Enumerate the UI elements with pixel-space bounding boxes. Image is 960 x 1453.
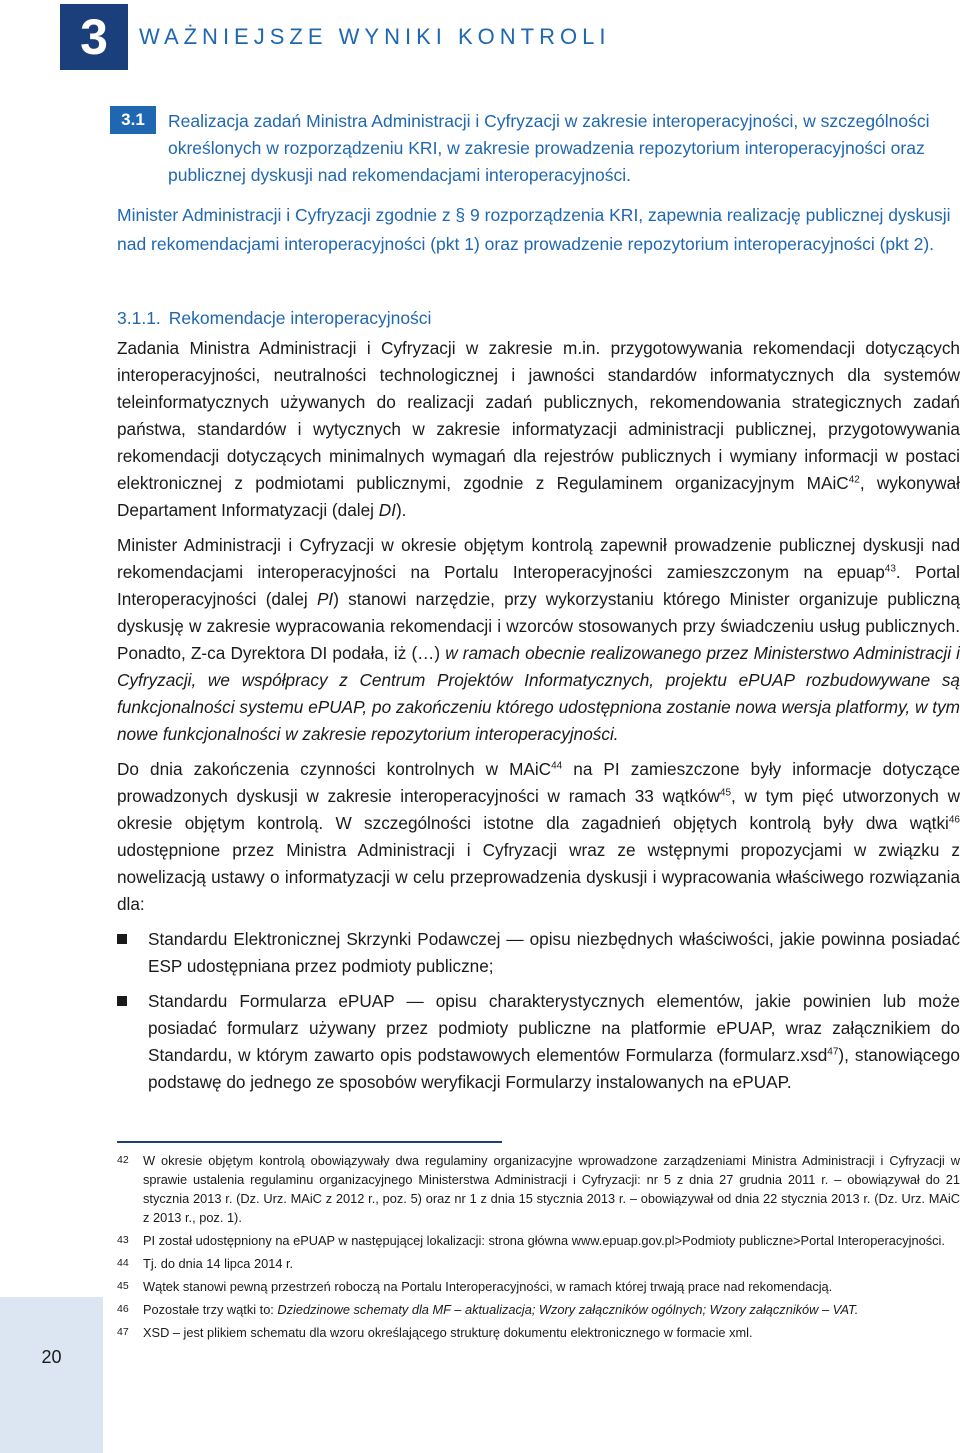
bullet-square-icon bbox=[117, 996, 127, 1006]
paragraph-2 bbox=[117, 532, 960, 748]
chapter-title: WAŻNIEJSZE WYNIKI KONTROLI bbox=[139, 24, 611, 49]
footnote-ref-46[interactable]: 46 bbox=[948, 814, 960, 826]
footnote-ref-47[interactable]: 47 bbox=[827, 1046, 839, 1058]
paragraph-1 bbox=[117, 335, 960, 524]
subsection-number: 3.1.1. bbox=[117, 308, 161, 328]
footnote-43 bbox=[117, 1231, 960, 1250]
list-item bbox=[117, 988, 960, 1096]
text: , wykonywał Departament Informatyzacji (dalej bbox=[117, 473, 960, 520]
page-number-box bbox=[0, 1297, 103, 1453]
footnote-ref-44[interactable]: 44 bbox=[551, 760, 563, 772]
footnote-text: W okresie objętym kontrolą obowiązywały dwa regulaminy organizacyjne wprowadzone zarządzeniami Ministra Administracji i Cyfryzacji w sprawie ustalenia regulaminu organizacyjnego Ministerstwa Administracji i Cyfryzacji: nr 5 z dnia 27 grudnia 2011 r. – obowiązywał do 21 stycznia 2013 r. (Dz. Urz. MAiC z 2012 r., poz. 5) oraz nr 1 z dnia 15 stycznia 2013 r. – obowiązywał od dnia 22 stycznia 2013 r. (Dz. Urz. MAiC z 2013 r., poz. 1). bbox=[143, 1153, 960, 1225]
footnote-47 bbox=[117, 1323, 960, 1342]
footnote-text: Tj. do dnia 14 lipca 2014 r. bbox=[143, 1256, 294, 1271]
footnote-number: 43 bbox=[117, 1234, 129, 1246]
paragraph-3 bbox=[117, 756, 960, 918]
footnote-divider bbox=[117, 1141, 502, 1143]
footnote-number: 44 bbox=[117, 1257, 129, 1269]
text: udostępnione przez Ministra Administracji i Cyfryzacji wraz ze wstępnymi propozycjami w związku z nowelizacją ustawy o informatyzacji w celu przeprowadzenia dyskusji i wypracowania właściwego rozwiązania dla: bbox=[117, 840, 960, 914]
footnote-ref-42[interactable]: 42 bbox=[848, 474, 860, 486]
footnote-number: 42 bbox=[117, 1154, 129, 1166]
footnote-44 bbox=[117, 1254, 960, 1273]
footnote-ref-43[interactable]: 43 bbox=[884, 563, 896, 575]
footnote-number: 46 bbox=[117, 1303, 129, 1315]
text: DI bbox=[378, 500, 396, 520]
intro-paragraph: Minister Administracji i Cyfryzacji zgodnie z § 9 rozporządzenia KRI, zapewnia realizację publicznej dyskusji nad rekomendacjami interoperacyjności (pkt 1) oraz prowadzenie repozytorium interoperacyjności (pkt 2). bbox=[117, 205, 951, 254]
section-number: 3.1 bbox=[110, 106, 156, 134]
footnote-number: 47 bbox=[117, 1326, 129, 1338]
section-title: Realizacja zadań Ministra Administracji i Cyfryzacji w zakresie interoperacyjności, w szczególności określonych w rozporządzeniu KRI, w zakresie prowadzenia repozytorium interoperacyjności oraz publicznej dyskusji nad rekomendacjami interoperacyjności. bbox=[168, 111, 930, 185]
footnotes bbox=[117, 1151, 960, 1346]
text: ). bbox=[395, 500, 407, 520]
footnote-text: Dziedzinowe schematy dla MF – aktualizacja; Wzory załączników ogólnych; Wzory załączników – VAT. bbox=[277, 1302, 859, 1317]
text: Minister Administracji i Cyfryzacji w okresie objętym kontrolą zapewnił prowadzenie publicznej dyskusji nad rekomendacjami interoperacyjności na Portalu Interoperacyjności zamieszczonym na epuap bbox=[117, 535, 960, 582]
text: Standardu Formularza ePUAP — opisu charakterystycznych elementów, jakie powinien lub może posiadać formularz używany przez podmioty publiczne na platformie ePUAP, wraz załącznikiem do Standardu, w którym zawarto opis podstawowych elementów Formularza (formularz.xsd bbox=[148, 991, 960, 1065]
list-item bbox=[117, 926, 960, 980]
text: ), stanowiącego podstawę do jednego ze sposobów weryfikacji Formularzy instalowanych na ePUAP. bbox=[148, 1045, 960, 1092]
bullet-list bbox=[117, 926, 960, 1096]
footnote-number: 45 bbox=[117, 1280, 129, 1292]
text: ) stanowi narzędzie, przy wykorzystaniu którego Minister organizuje publiczną dyskusję w zakresie wypracowania rekomendacji i wzorców stosowanych przy świadczeniu usług publicznych. Ponadto, Z-ca Dyrektora DI podała, iż (…) bbox=[117, 589, 960, 663]
footnote-45 bbox=[117, 1277, 960, 1296]
footnote-46 bbox=[117, 1300, 960, 1319]
footnote-text: Pozostałe trzy wątki to: bbox=[143, 1302, 278, 1317]
subsection-title: Rekomendacje interoperacyjności bbox=[168, 308, 432, 328]
text: . Portal Interoperacyjności (dalej bbox=[117, 562, 960, 609]
footnote-text: PI został udostępniony na ePUAP w następującej lokalizacji: strona główna www.epuap.gov.pl>Podmioty publiczne>Portal Interoperacyjności. bbox=[143, 1233, 945, 1248]
quote-text: w ramach obecnie realizowanego przez Ministerstwo Administracji i Cyfryzacji, we współpracy z Centrum Projektów Informatycznych, projektu ePUAP rozbudowywane są funkcjonalności systemu ePUAP, po zakończeniu którego udostępniona zostanie nowa wersja platformy, w tym nowe funkcjonalności w zakresie repozytorium interoperacyjności. bbox=[117, 643, 960, 744]
text: Zadania Ministra Administracji i Cyfryzacji w zakresie m.in. przygotowywania rekomendacji dotyczących interoperacyjności, neutralności technologicznej i jawności standardów informatycznych dla systemów teleinformatycznych używanych do realizacji zadań publicznych, rekomendowania strategicznych zadań państwa, standardów i wytycznych w zakresie informatyzacji administracji publicznej, przygotowywania rekomendacji dotyczących minimalnych wymagań dla rejestrów publicznych i wymiany informacji w postaci elektronicznej z podmiotami publicznymi, zgodnie z Regulaminem organizacyjnym MAiC bbox=[117, 338, 960, 493]
text: PI bbox=[316, 589, 334, 609]
footnote-ref-45[interactable]: 45 bbox=[719, 787, 732, 799]
footnote-text: XSD – jest plikiem schematu dla wzoru określającego strukturę dokumentu elektronicznego w formacie xml. bbox=[143, 1325, 753, 1340]
text: na PI zamieszczone były informacje dotyczące prowadzonych dyskusji w zakresie interoperacyjności w ramach 33 wątków bbox=[117, 759, 960, 806]
chapter-number: 3 bbox=[60, 4, 128, 70]
text: Do dnia zakończenia czynności kontrolnych w MAiC bbox=[117, 759, 552, 779]
text: , w tym pięć utworzonych w okresie objętym kontrolą. W szczególności istotne dla zagadnień objętych kontrolą były dwa wątki bbox=[117, 786, 960, 833]
subsection-heading bbox=[117, 305, 431, 332]
bullet-square-icon bbox=[117, 934, 127, 944]
page-number: 20 bbox=[41, 1347, 62, 1367]
body-text bbox=[117, 335, 960, 1104]
footnote-text: Wątek stanowi pewną przestrzeń roboczą na Portalu Interoperacyjności, w ramach której trwają prace nad rekomendacją. bbox=[143, 1279, 833, 1294]
text: Standardu Elektronicznej Skrzynki Podawczej — opisu niezbędnych właściwości, jakie powinna posiadać ESP udostępniana przez podmioty publiczne; bbox=[148, 929, 960, 976]
footnote-42 bbox=[117, 1151, 960, 1227]
